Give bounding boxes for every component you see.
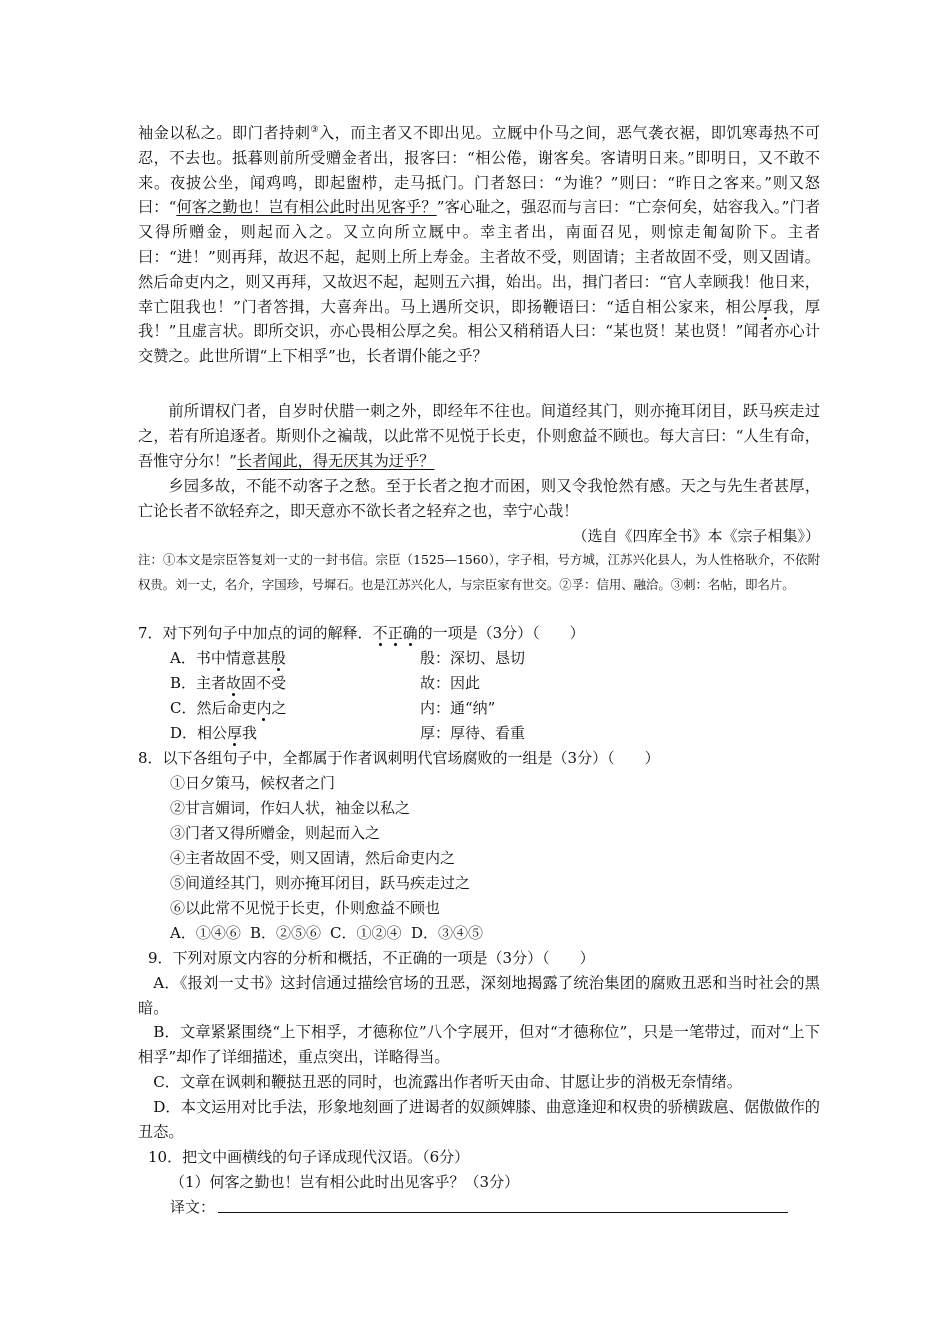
- q7-option-b[interactable]: [170, 671, 286, 695]
- q8-choice-c[interactable]: C．①②④: [330, 924, 402, 942]
- option-text: 我: [242, 724, 258, 742]
- option-text: B．主者: [170, 674, 227, 692]
- passage-paragraph-3: 乡园多故，不能不动客子之愁。至于长者之抱才而困，则又令我怆然有感。天之与先生者甚厚，亡论长者不欲轻弃之，即天意亦不欲长者之轻弃之也，幸宁心哉！: [138, 477, 820, 520]
- footnote-marker: ③: [310, 124, 319, 135]
- q8-item-1: ①日夕策马，候权者之门: [170, 774, 336, 792]
- passage-text: 袖金以私之。即门者持刺: [138, 124, 311, 142]
- option-text: C．然后命吏: [170, 699, 257, 717]
- stem-text: 7．对下列句子中加点的词的解释．: [138, 624, 373, 642]
- q9-option-d[interactable]: D．本文运用对比手法，形象地刻画了进谒者的奴颜婢膝、曲意逢迎和权贵的骄横跋扈、倨傲做作的丑态。: [138, 1098, 820, 1141]
- dotted-word: 殷: [270, 649, 286, 667]
- q8-item-4: ④主者故固不受，则又固请，然后命吏内之: [170, 849, 456, 867]
- dotted-char: 不: [372, 624, 388, 642]
- q8-item-3: ③门者又得所赠金，则起而入之: [170, 824, 381, 842]
- option-text: 之: [271, 699, 287, 717]
- dotted-word: 故: [226, 674, 242, 692]
- q7-option-d[interactable]: [170, 721, 257, 745]
- q7-option-a-explanation: 殷：深切、恳切: [420, 649, 526, 667]
- q7-option-c-explanation: 内：通“纳”: [420, 699, 496, 717]
- question-9-stem: 9．下列对原文内容的分析和概括，不正确的一项是（3分）（ ）: [148, 949, 595, 967]
- q7-option-b-explanation: 故：因此: [420, 674, 481, 692]
- option-text: A．书中情意甚: [170, 649, 271, 667]
- underlined-sentence-1: 何客之勤也！岂有相公此时出见客乎？: [176, 198, 437, 217]
- question-8-stem: 8．以下各组句子中，全都属于作者讽刺明代官场腐败的一组是（3分）（ ）: [138, 749, 660, 767]
- option-text: D．相公: [170, 724, 228, 742]
- q9-option-b[interactable]: B．文章紧紧围绕“上下相孚，才德称位”八个字展开，但对“才德称位”，只是一笔带过，而对“上下相孚”却作了详细描述，重点突出，详略得当。: [138, 1023, 820, 1066]
- underlined-sentence-2: 长者闻此，得无厌其为迂乎？: [236, 451, 435, 470]
- passage-text: 入，而主者又不即出见。立厩中仆马之间，恶气袭衣裾，即饥寒毒热不可忍，不去也。抵暮则前所受赠金者出，报客曰：“相公倦，谢客矣。客请明日来。”即明日，又不敢不来。夜披公坐，闻鸡鸣，即起盥栉，走马抵门。门者怒曰：“为谁？”则曰：“昨日之客来。”则又怒曰：“: [138, 124, 821, 217]
- q9-option-a[interactable]: A．《报刘一丈书》这封信通过描绘官场的丑恶，深刻地揭露了统治集团的腐败丑恶和当时社会的黑暗。: [138, 974, 820, 1017]
- answer-label: 译文：: [170, 1198, 216, 1216]
- passage-source: （选自《四库全书》本《宗子相集》）: [572, 527, 820, 545]
- q10-subquestion-1: （1）何客之勤也！岂有相公此时出见客乎？（3分）: [170, 1173, 520, 1191]
- passage-text: 前所谓权门者，自岁时伏腊一刺之外，即经年不往也。间道经其门，则亦掩耳闭目，跃马疾走过之，若有所追逐者。斯则仆之褊哉，以此常不见悦于长吏，仆则愈益不顾也。每大言曰：“人生有命，吾惟守分尔！”: [138, 402, 820, 470]
- dotted-char: 正: [387, 624, 403, 642]
- q9-option-c[interactable]: C．文章在讽刺和鞭挞丑恶的同时，也流露出作者听天由命、甘愿让步的消极无奈情绪。: [153, 1073, 742, 1091]
- stem-text: 的一项是（3分）（ ）: [417, 624, 585, 642]
- dotted-char: 确: [402, 624, 418, 642]
- q8-item-6: ⑥以此常不见悦于长吏，仆则愈益不顾也: [170, 899, 441, 917]
- dotted-word: 厚: [757, 297, 774, 316]
- dotted-word: 厚: [227, 724, 243, 742]
- passage-notes: 注：①本文是宗臣答复刘一丈的一封书信。宗臣（1525—1560），字子相，号方城，江苏兴化县人，为人性格耿介，不依附权贵。刘一丈，名介，字国珍，号墀石。也是江苏兴化人，与宗臣家有世交。②孚：信用、融洽。③刺：名帖，即名片。: [138, 552, 820, 592]
- answer-line[interactable]: [218, 1212, 788, 1213]
- q7-option-c[interactable]: [170, 696, 287, 720]
- question-10-stem: 10．把文中画横线的句子译成现代汉语。（6分）: [148, 1148, 470, 1166]
- q8-item-5: ⑤间道经其门，则亦掩耳闭目，跃马疾走过之: [170, 874, 471, 892]
- passage-paragraph-1: [138, 121, 820, 369]
- q7-option-a[interactable]: [170, 646, 286, 670]
- q8-choice-a[interactable]: A．①④⑥: [170, 924, 241, 942]
- passage-text: ”客心耻之，强忍而与言曰：“亡奈何矣，姑容我入。”门者又得所赠金，则起而入之。又立向所立厩中。幸主者出，南面召见，则惊走匍匐阶下。主者曰：“进！”则再拜，故迟不起，起则上所上寿金。主者故不受，则固请；主者故固不受，则又固请。然后命吏内之，则又再拜，又故迟不起，起则五六揖，始出。出，揖门者曰：“官人幸顾我！他日来，幸亡阻我也！”门者答揖，大喜奔出。马上遇所交识，即扬鞭语曰：“适自相公家来，相公: [138, 198, 821, 316]
- q7-option-d-explanation: 厚：厚待、看重: [420, 724, 526, 742]
- question-7-stem: [138, 621, 585, 645]
- option-text: 固不受: [241, 674, 287, 692]
- q8-choice-d[interactable]: D．③④⑤: [411, 924, 484, 942]
- q8-item-2: ②甘言媚词，作妇人状，袖金以私之: [170, 799, 411, 817]
- dotted-word: 内: [256, 699, 272, 717]
- q8-choice-b[interactable]: B．②⑤⑥: [250, 924, 322, 942]
- passage-text: 我，厚我！”且虚言状。即所交识，亦心畏相公厚之矣。相公又稍稍语人曰：“某也贤！某也贤！”闻者亦心计交赞之。此世所谓“上下相孚”也，长者谓仆能之乎？: [138, 297, 821, 366]
- passage-paragraph-2: [138, 399, 820, 473]
